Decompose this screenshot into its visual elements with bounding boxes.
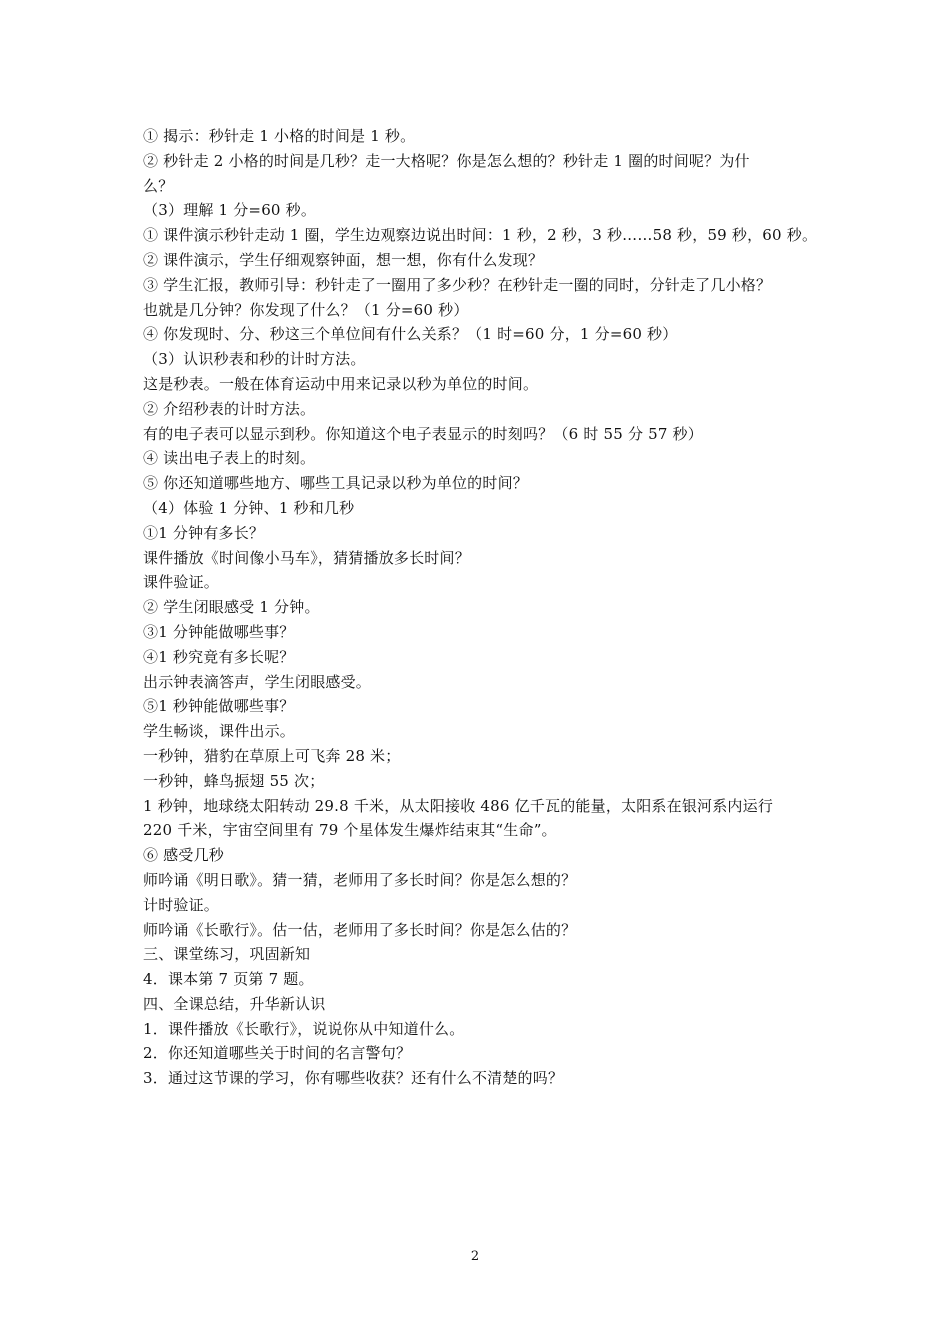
text-line: 课件验证。: [143, 573, 220, 592]
page-number: 2: [470, 1249, 480, 1264]
text-line: ② 秒针走 2 小格的时间是几秒？走一大格呢？你是怎么想的？秒针走 1 圈的时间呢？为什: [143, 151, 750, 170]
text-line: ④ 读出电子表上的时刻。: [143, 449, 316, 468]
text-line: ③1 分钟能做哪些事？: [143, 622, 295, 641]
text-line: 4．课本第 7 页第 7 题。: [143, 970, 314, 989]
text-line: 1 秒钟，地球绕太阳转动 29.8 千米，从太阳接收 486 亿千瓦的能量，太阳系在银河系内运行: [143, 796, 774, 815]
text-line: ①1 分钟有多长？: [143, 523, 265, 542]
section-heading: 三、课堂练习，巩固新知: [143, 945, 311, 964]
text-line: （3）认识秒表和秒的计时方法。: [143, 350, 366, 369]
text-line: 一秒钟，猎豹在草原上可飞奔 28 米；: [143, 746, 401, 765]
text-line: ② 介绍秒表的计时方法。: [143, 399, 316, 418]
text-line: 220 千米，宇宙空间里有 79 个星体发生爆炸结束其“生命”。: [143, 821, 557, 840]
text-line: ④ 你发现时、分、秒这三个单位间有什么关系？（1 时=60 分，1 分=60 秒）: [143, 325, 678, 344]
text-line: 学生畅谈，课件出示。: [143, 722, 296, 741]
text-line: 3．通过这节课的学习，你有哪些收获？还有什么不清楚的吗？: [143, 1069, 564, 1088]
text-line: 么？: [143, 176, 174, 195]
text-line: ② 课件演示，学生仔细观察钟面，想一想，你有什么发现？: [143, 250, 544, 269]
text-line: ④1 秒究竟有多长呢？: [143, 647, 295, 666]
text-line: 也就是几分钟？你发现了什么？（1 分=60 秒）: [143, 300, 469, 319]
section-heading: 四、全课总结，升华新认识: [143, 994, 326, 1013]
text-line: 1．课件播放《长歌行》，说说你从中知道什么。: [143, 1019, 465, 1038]
text-line: ⑤1 秒钟能做哪些事？: [143, 697, 295, 716]
text-line: ⑥ 感受几秒: [143, 846, 224, 865]
text-line: ⑤ 你还知道哪些地方、哪些工具记录以秒为单位的时间？: [143, 474, 528, 493]
text-line: ① 揭示：秒针走 1 小格的时间是 1 秒。: [143, 127, 416, 145]
text-line: 师吟诵《明日歌》。猜一猜，老师用了多长时间？你是怎么想的？: [143, 870, 577, 889]
text-line: 出示钟表滴答声，学生闭眼感受。: [143, 672, 372, 691]
text-line: ① 课件演示秒针走动 1 圈，学生边观察边说出时间：1 秒，2 秒，3 秒……58 秒，59 秒，60 秒。: [143, 226, 818, 245]
text-line: ② 学生闭眼感受 1 分钟。: [143, 598, 320, 617]
text-line: 2．你还知道哪些关于时间的名言警句？: [143, 1044, 412, 1063]
text-line: ③ 学生汇报，教师引导：秒针走了一圈用了多少秒？在秒针走一圈的同时，分针走了几小格？: [143, 275, 772, 294]
text-line: 这是秒表。一般在体育运动中用来记录以秒为单位的时间。: [143, 374, 539, 393]
text-line: 课件播放《时间像小马车》，猜猜播放多长时间？: [143, 548, 470, 567]
text-line: （3）理解 1 分=60 秒。: [143, 201, 317, 220]
text-line: （4）体验 1 分钟、1 秒和几秒: [143, 498, 355, 517]
text-line: 有的电子表可以显示到秒。你知道这个电子表显示的时刻吗？（6 时 55 分 57 秒）: [143, 424, 703, 443]
text-line: 计时验证。: [143, 895, 220, 914]
text-line: 一秒钟，蜂鸟振翅 55 次；: [143, 771, 325, 790]
text-line: 师吟诵《长歌行》。估一估，老师用了多长时间？你是怎么估的？: [143, 920, 577, 939]
document-body: [143, 124, 823, 1091]
